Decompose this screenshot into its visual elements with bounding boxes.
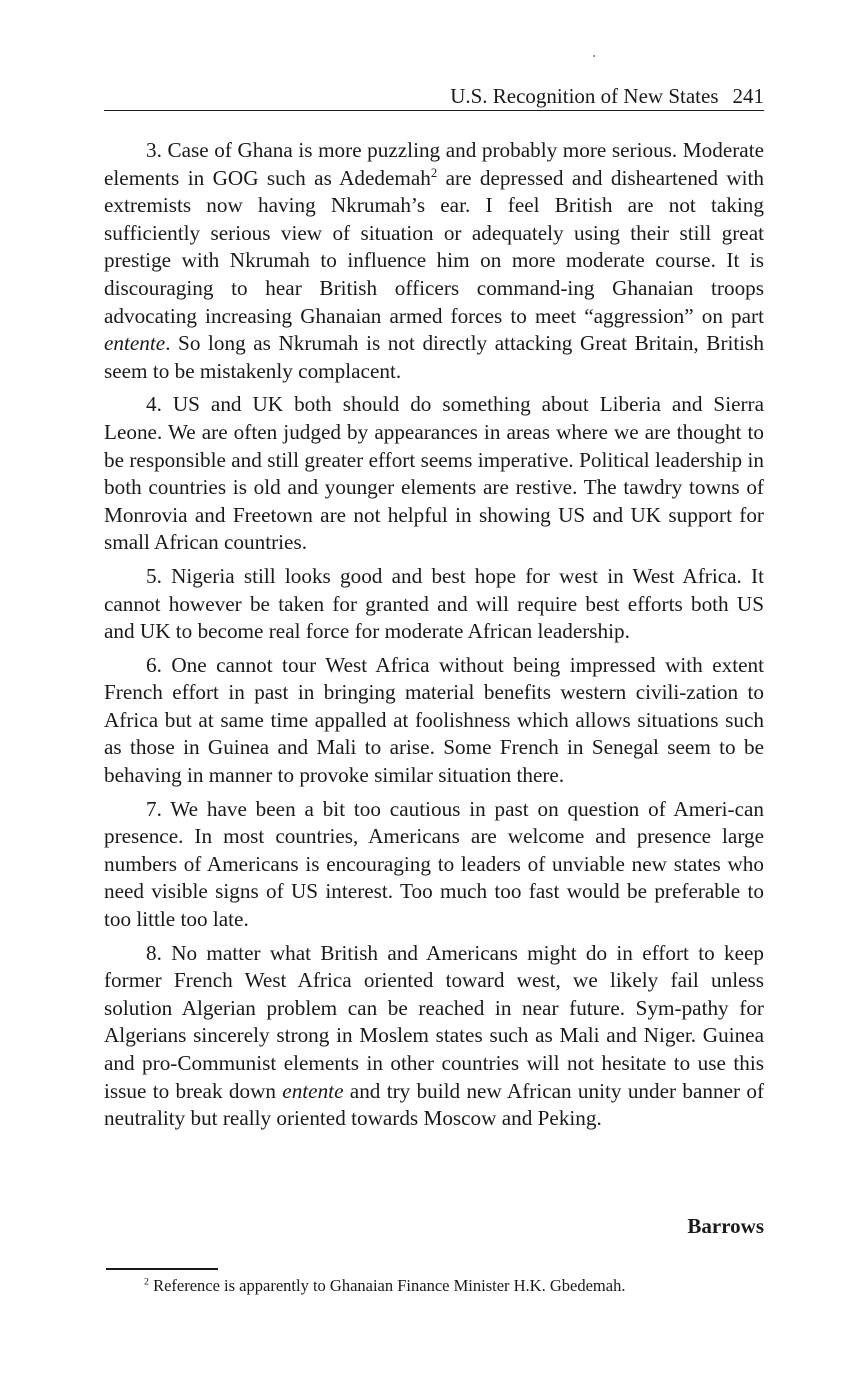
footnote [144, 1275, 625, 1297]
paragraph-8 [104, 940, 764, 1133]
body-text [104, 137, 764, 1139]
paragraph-8-text-a: 8. No matter what British and Americans might do in effort to keep former French West Africa oriented toward west, we likely fail unless solution Algerian problem can be reached in near future. Sym-pathy for Algerians sincerely strong in Moslem states such as Mali and Niger. Guinea and pro-Communist elements in other countries will not hesitate to use this issue to break down [104, 940, 764, 1103]
paragraph-6: 6. One cannot tour West Africa without being impressed with extent French effort in past in bringing material benefits western civili-zation to Africa but at same time appalled at foolishness which allows situations such as those in Guinea and Mali to arise. Some French in Senegal seem to be behaving in manner to provoke similar situation there. [104, 652, 764, 788]
scan-speck [593, 55, 595, 57]
paragraph-3-italic: entente [104, 331, 166, 356]
paragraph-5: 5. Nigeria still looks good and best hope for west in West Africa. It cannot however be taken for granted and will require best efforts both US and UK to become real force for moderate African leadership. [104, 563, 764, 644]
footnote-text: Reference is apparently to Ghanaian Finance Minister H.K. Gbedemah. [148, 1276, 626, 1295]
paragraph-8-text-b: and try build new African unity under banner of neutrality but really oriented towards Moscow and Peking. [104, 1078, 764, 1131]
page-number: 241 [732, 84, 764, 108]
paragraph-3-text-a: 3. Case of Ghana is more puzzling and probably more serious. Moderate elements in GOG such as Adedemah [104, 138, 764, 190]
paragraph-3-text-b: are depressed and disheartened with extremists now having Nkrumah’s ear. I feel British are not taking sufficiently serious view of situation or adequately using their still great prestige with Nkrumah to influence him on more moderate course. It is discouraging to hear British officers command-ing Ghanaian troops advocating increasing Ghanaian armed forces to meet “aggression” on part [104, 165, 764, 328]
footnote-divider [106, 1268, 218, 1270]
paragraph-3-text-c: . So long as Nkrumah is not directly attacking Great Britain, British seem to be mistakenly complacent. [104, 331, 764, 383]
paragraph-3 [104, 137, 764, 385]
footnote-reference: 2 [430, 165, 438, 180]
footnote-marker: 2 [144, 1276, 149, 1288]
paragraph-7: 7. We have been a bit too cautious in past on question of Ameri-can presence. In most countries, Americans are welcome and presence large numbers of Americans is encouraging to leaders of unviable new states who need visible signs of US interest. Too much too fast would be preferable to too little too late. [104, 796, 764, 932]
header-title: U.S. Recognition of New States [450, 84, 719, 108]
paragraph-4: 4. US and UK both should do something about Liberia and Sierra Leone. We are often judged by appearances in areas where we are thought to be responsible and still greater effort seems imperative. Political leadership in both countries is old and younger elements are restive. The tawdry towns of Monrovia and Freetown are not helpful in showing US and UK support for small African countries. [104, 392, 764, 555]
paragraph-8-italic: entente [282, 1078, 344, 1103]
running-header [104, 82, 764, 111]
signature: Barrows [687, 1214, 764, 1238]
